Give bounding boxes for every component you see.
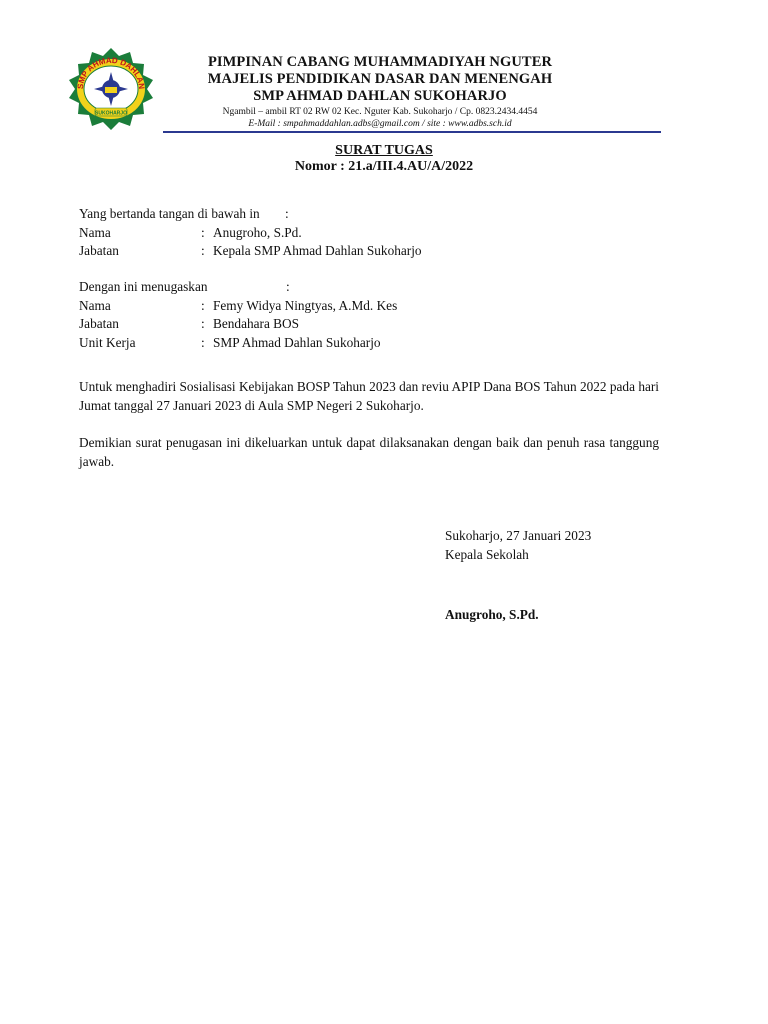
purpose-paragraph: Untuk menghadiri Sosialisasi Kebijakan BOSP Tahun 2023 dan reviu APIP Dana BOS Tahun 2022 pada hari Jumat tanggal 27 Januari 2023 di Aula SMP Negeri 2 Sukoharjo. bbox=[79, 379, 659, 413]
signer-intro-colon: : bbox=[285, 206, 289, 221]
assignee-position-label: Jabatan bbox=[79, 316, 119, 332]
colon: : bbox=[201, 243, 205, 259]
assignee-block bbox=[79, 278, 659, 352]
place-date: Sukoharjo, 27 Januari 2023 bbox=[445, 528, 592, 543]
colon: : bbox=[201, 297, 205, 313]
letterhead bbox=[180, 54, 580, 130]
assignee-intro: Dengan ini menugaskan bbox=[79, 279, 208, 294]
council-name: MAJELIS PENDIDIKAN DASAR DAN MENENGAH bbox=[207, 71, 553, 87]
colon: : bbox=[201, 224, 205, 240]
title-main: SURAT TUGAS bbox=[335, 143, 433, 158]
logo-text-top: SMP AHMAD DAHLAN bbox=[75, 55, 147, 90]
assignee-position-value: Bendahara BOS bbox=[213, 316, 300, 332]
assignee-intro-colon: : bbox=[286, 279, 290, 294]
org-name: PIMPINAN CABANG MUHAMMADIYAH NGUTER bbox=[207, 54, 553, 70]
closing-paragraph: Demikian surat penugasan ini dikeluarkan untuk dapat dilaksanakan dengan baik dan penuh rasa tanggung jawab. bbox=[79, 435, 659, 469]
school-address: Ngambil – ambil RT 02 RW 02 Kec. Nguter Kab. Sukoharjo / Cp. 0823.2434.4454 bbox=[222, 107, 538, 117]
assignee-unit-label: Unit Kerja bbox=[79, 334, 136, 350]
assignee-name-label: Nama bbox=[79, 297, 111, 313]
signer-name-label: Nama bbox=[79, 224, 111, 240]
signer-name-value: Anugroho, S.Pd. bbox=[213, 224, 302, 240]
school-name: SMP AHMAD DAHLAN SUKOHARJO bbox=[253, 88, 507, 104]
letter-number: Nomor : 21.a/III.4.AU/A/2022 bbox=[294, 159, 474, 174]
logo-text-bottom: SUKOHARJO bbox=[95, 110, 127, 117]
signer-block bbox=[79, 205, 659, 261]
signer-intro: Yang bertanda tangan di bawah in bbox=[79, 206, 260, 221]
school-email: E-Mail : smpahmaddahlan.adbs@gmail.com / site : www.adbs.sch.id bbox=[248, 119, 512, 129]
school-logo bbox=[63, 46, 159, 130]
letter-title bbox=[0, 143, 768, 175]
letterhead-divider bbox=[163, 131, 661, 133]
colon: : bbox=[201, 334, 205, 350]
signer-position: Kepala Sekolah bbox=[445, 546, 529, 562]
signer-name: Anugroho, S.Pd. bbox=[445, 607, 539, 622]
colon: : bbox=[201, 316, 205, 332]
assignee-name-value: Femy Widya Ningtyas, A.Md. Kes bbox=[213, 297, 398, 313]
assignee-unit-value: SMP Ahmad Dahlan Sukoharjo bbox=[213, 334, 381, 350]
signer-position-value: Kepala SMP Ahmad Dahlan Sukoharjo bbox=[213, 243, 422, 259]
signature-block bbox=[445, 527, 591, 564]
signer-position-label: Jabatan bbox=[79, 243, 119, 259]
